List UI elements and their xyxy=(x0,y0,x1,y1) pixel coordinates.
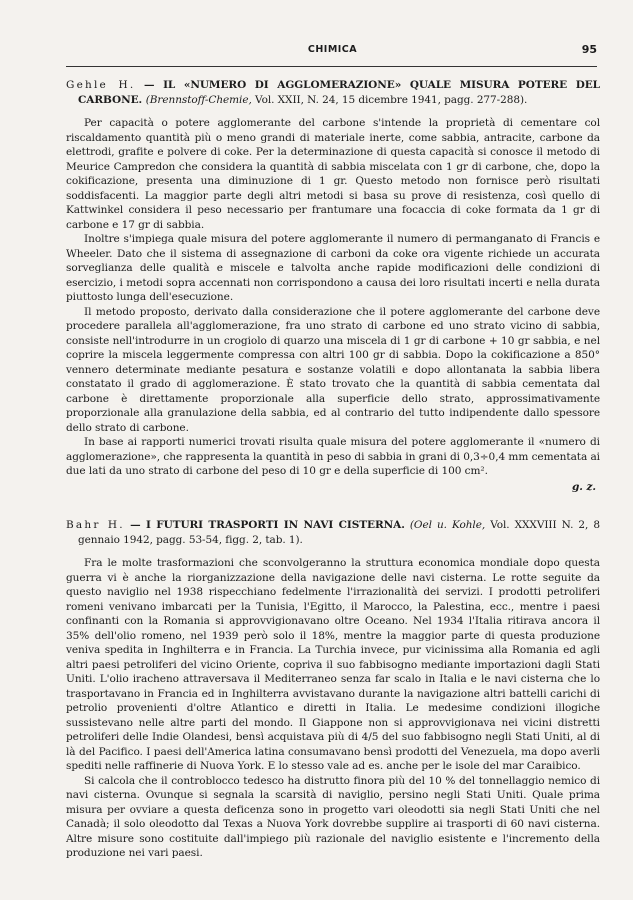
article-author: Gehle H. xyxy=(66,79,136,91)
page-body xyxy=(66,78,600,861)
heading-dash: — xyxy=(124,519,146,531)
paragraph: Per capacità o potere agglomerante del carbone s'intende la proprietà di cementare col riscaldamento quantità più o meno grandi di materiale inerte, come sabbia, antracite, carbone da elettrodi, grafite e polvere di coke. Per la determinazione di questa capacità si conosce il metodo di Meurice Campredon che considera la quantità di sabbia miscelata con 1 gr di carbone, che, dopo la cokificazione, presenta una diminuzione di 1 gr. Questo metodo non fornisce però risultati soddisfacenti. La maggior parte degli altri metodi si basa su prove di resistenza, così quello di Kattwinkel considera il peso necessario per frantumare una focaccia di coke formata da 1 gr di carbone e 17 gr di sabbia. xyxy=(66,117,600,231)
article-citation: Vol. XXXVIII N. 2, 8 gennaio 1942, pagg. 53-54, figg. 2, tab. 1). xyxy=(78,519,600,546)
section-title: CHIMICA xyxy=(307,44,358,55)
article-heading xyxy=(66,518,600,547)
header-rule xyxy=(66,66,597,67)
page-number: 95 xyxy=(581,43,597,56)
article-author: Bahr H. xyxy=(66,519,125,531)
abstract-bahr xyxy=(66,518,600,861)
heading-dash: — xyxy=(135,79,164,91)
article-citation: Vol. XXII, N. 24, 15 dicembre 1941, pagg. 277-288). xyxy=(251,93,528,106)
paragraph: Inoltre s'impiega quale misura del potere agglomerante il numero di permanganato di Francis e Wheeler. Dato che il sistema di assegnazione di carboni da coke ora vigente richiede un accurata sorveglianza delle qualità e miscele e talvolta anche rapide modificazioni delle condizioni di esercizio, i metodi sopra accennati non corrispondono a causa dei loro risultati incerti e nella durata piuttosto lunga dell'esecuzione. xyxy=(66,233,600,303)
paragraph: In base ai rapporti numerici trovati risulta quale misura del potere agglomerante il «numero di agglomerazione», che rappresenta la quantità in peso di sabbia in grani di 0,3÷0,4 mm cementata ai due lati da uno strato di carbone del peso di 10 gr e della superficie di 100 cm². xyxy=(66,436,600,477)
article-title: I FUTURI TRASPORTI IN NAVI CISTERNA. xyxy=(146,519,405,531)
running-head xyxy=(68,44,597,60)
reviewer-initials: g. z. xyxy=(571,480,596,493)
paragraph: Si calcola che il controblocco tedesco ha distrutto finora più del 10 % del tonnellaggio nemico di navi cisterna. Ovunque si segnala la scarsità di naviglio, persino negli Stati Uniti. Quale prima misura per ovviare a questa deficenza sono in progetto vari oleodotti sia negli Stati Uniti che nel Canadà; il solo oleodotto dal Texas a Nuova York dovrebbe supplire ai trasporti di 60 navi cisterna. Altre misure sono costituite dall'impiego più razionale del naviglio esistente e l'incremento della produzione nei vari paesi. xyxy=(66,774,600,859)
article-heading xyxy=(66,78,600,107)
journal-name: (Oel u. Kohle, xyxy=(404,519,486,531)
abstract-gehle xyxy=(66,78,600,494)
paragraph: Il metodo proposto, derivato dalla considerazione che il potere agglomerante del carbone deve procedere parallela all'agglomerazione, fra uno strato di carbone ed uno strato vicino di sabbia, consiste nell'introdurre in un crogiolo di quarzo una miscela di 1 gr di carbone + 10 gr sabbia, e nel coprire la miscela leggermente compressa con altri 100 gr di sabbia. Dopo la cokificazione a 850° vennero determinate mediante pesatura e sostanze volatili e dopo allontanata la sabbia libera constatato il grado di agglomerazione. È stato trovato che la quantità di sabbia cementata dal carbone è direttamente proporzionale alla superficie dello strato, approssimativamente proporzionale alla granulazione della sabbia, ed al contrario del tutto indipendente dallo spessore dello strato di carbone. xyxy=(66,305,600,434)
paragraph: Fra le molte trasformazioni che sconvolgeranno la struttura economica mondiale dopo questa guerra vi è anche la riorganizzazione della navigazione delle navi cisterna. Le rotte seguite da questo naviglio nel 1938 rispecchiano fedelmente l'irrazionalità dei servizi. I prodotti petroliferi romeni venivano imbarcati per la Tunisia, l'Egitto, il Marocco, la Palestina, ecc., mentre i paesi confinanti con la Romania si approvvigionavano oltre Oceano. Nel 1934 l'Italia ritirava ancora il 35% dell'olio romeno, nel 1939 però solo il 18%, mentre la maggior parte di questa produzione veniva spedita in Inghilterra e in Francia. La Turchia invece, pur vicinissima alla Romania ed agli altri paesi petroliferi del vicino Oriente, copriva il suo fabbisogno mediante importazioni dagli Stati Uniti. L'olio iracheno attraversava il Mediterraneo senza far scalo in Italia e le navi cisterna che lo trasportavano in Francia ed in Inghilterra avvistavano durante la navigazione altri battelli carichi di petrolio provenienti d'oltre Atlantico e diretti in Italia. Le medesime condizioni illogiche sussistevano nelle altre parti del mondo. Il Giappone non si approvvigionava nei vicini distretti petroliferi delle Indie Olandesi, bensì acquistava più di 4/5 del suo fabbisogno negli Stati Uniti, al di là del Pacifico. I paesi dell'America latina consumavano bensì prodotti del Venezuela, ma dopo averli spediti nelle raffinerie di Nuova York. E lo stesso vale ad es. anche per le isole del mar Caraibico. xyxy=(66,557,600,772)
journal-name: (Brennstoff-Chemie, xyxy=(145,93,252,106)
article-title: IL «NUMERO DI AGGLOMERAZIONE» QUALE MISURA POTERE DEL CARBONE. xyxy=(78,79,600,106)
